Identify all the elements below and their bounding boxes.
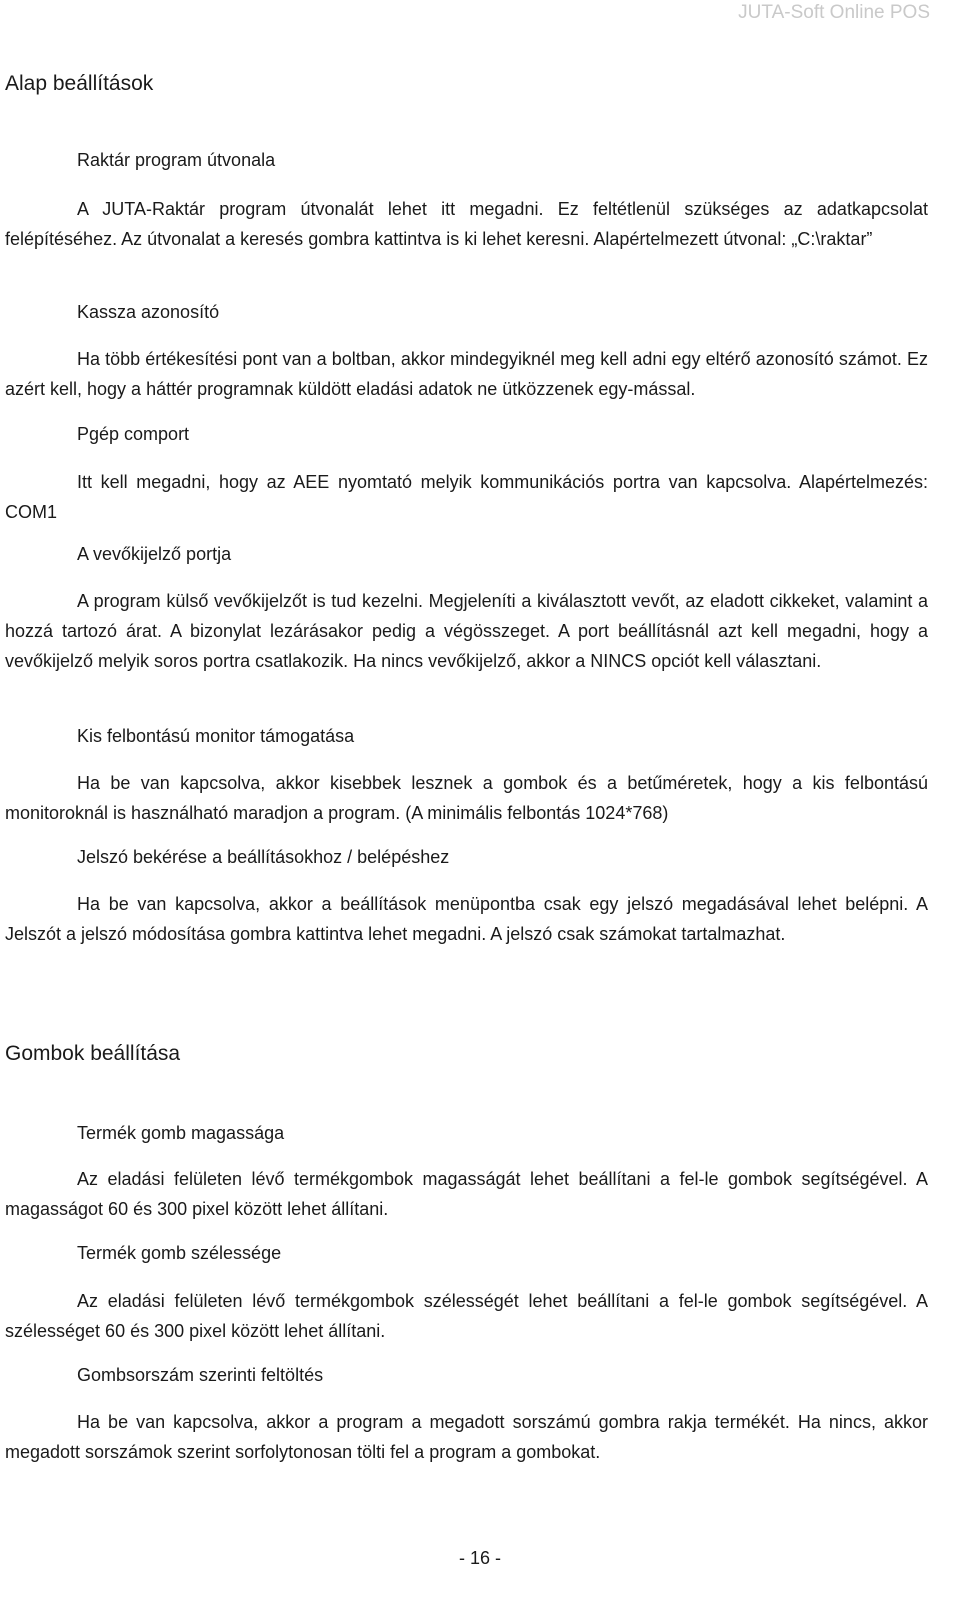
page-number: - 16 - xyxy=(458,1548,501,1568)
paragraph-kassza-azonosito: Ha több értékesítési pont van a boltban, akkor mindegyiknél meg kell adni egy eltérő azonosító számot. Ez azért kell, hogy a háttér programnak küldött eladási adatok ne ütközzenek egy-mással. xyxy=(5,349,928,399)
subtitle-kis-felbontasu-monitor: Kis felbontású monitor támogatása xyxy=(77,726,355,746)
paragraph-kis-felbontasu-monitor: Ha be van kapcsolva, akkor kisebbek lesznek a gombok és a betűméretek, hogy a kis felbontású monitoroknál is használható maradjon a program. (A minimális felbontás 1024*768) xyxy=(5,773,928,823)
paragraph-raktar-program-utvonala: A JUTA-Raktár program útvonalát lehet itt megadni. Ez feltétlenül szükséges az adatkapcsolat felépítéséhez. Az útvonalat a keresés gombra kattintva is ki lehet keresni. Alapértelmezett útvonal: „C:\raktar” xyxy=(5,199,928,249)
subtitle-kassza-azonosito: Kassza azonosító xyxy=(77,302,220,322)
paragraph-jelszo-bekerese: Ha be van kapcsolva, akkor a beállítások menüpontba csak egy jelszó megadásával lehet belépni. A Jelszót a jelszó módosítása gombra kattintva lehet megadni. A jelszó csak számokat tartalmazhat. xyxy=(5,894,928,944)
subtitle-pgep-comport: Pgép comport xyxy=(77,424,190,444)
subtitle-vevokijelzo-portja: A vevőkijelző portja xyxy=(77,544,232,564)
subtitle-termek-gomb-szelessege: Termék gomb szélessége xyxy=(77,1243,282,1263)
section-title-gombok-beallitasa: Gombok beállítása xyxy=(5,1042,181,1065)
paragraph-termek-gomb-magassaga: Az eladási felületen lévő termékgombok magasságát lehet beállítani a fel-le gombok segítségével. A magasságot 60 és 300 pixel között lehet állítani. xyxy=(5,1169,928,1219)
paragraph-termek-gomb-szelessege: Az eladási felületen lévő termékgombok szélességét lehet beállítani a fel-le gombok segítségével. A szélességet 60 és 300 pixel között lehet állítani. xyxy=(5,1291,928,1341)
paragraph-vevokijelzo-portja: A program külső vevőkijelzőt is tud kezelni. Megjeleníti a kiválasztott vevőt, az eladott cikkeket, valamint a hozzá tartozó árat. A bizonylat lezárásakor pedig a végösszeget. A port beállításnál azt kell megadni, hogy a vevőkijelző melyik soros portra csatlakozik. Ha nincs vevőkijelző, akkor a NINCS opciót kell választani. xyxy=(5,591,928,671)
paragraph-gombsorszam-szerinti-feltoltes: Ha be van kapcsolva, akkor a program a megadott sorszámú gombra rakja termékét. Ha nincs, akkor megadott sorszámok szerint sorfolytonosan tölti fel a program a gombokat. xyxy=(5,1412,928,1462)
subtitle-gombsorszam-szerinti-feltoltes: Gombsorszám szerinti feltöltés xyxy=(77,1365,324,1385)
subtitle-jelszo-bekerese: Jelszó bekérése a beállításokhoz / belépéshez xyxy=(77,847,450,867)
subtitle-termek-gomb-magassaga: Termék gomb magassága xyxy=(77,1123,285,1143)
subtitle-raktar-program-utvonala: Raktár program útvonala xyxy=(77,150,276,170)
document-header: JUTA-Soft Online POS xyxy=(738,2,930,23)
section-title-alap-beallitasok: Alap beállítások xyxy=(5,72,154,95)
paragraph-pgep-comport: Itt kell megadni, hogy az AEE nyomtató melyik kommunikációs portra van kapcsolva. Alapértelmezés: COM1 xyxy=(5,472,928,522)
